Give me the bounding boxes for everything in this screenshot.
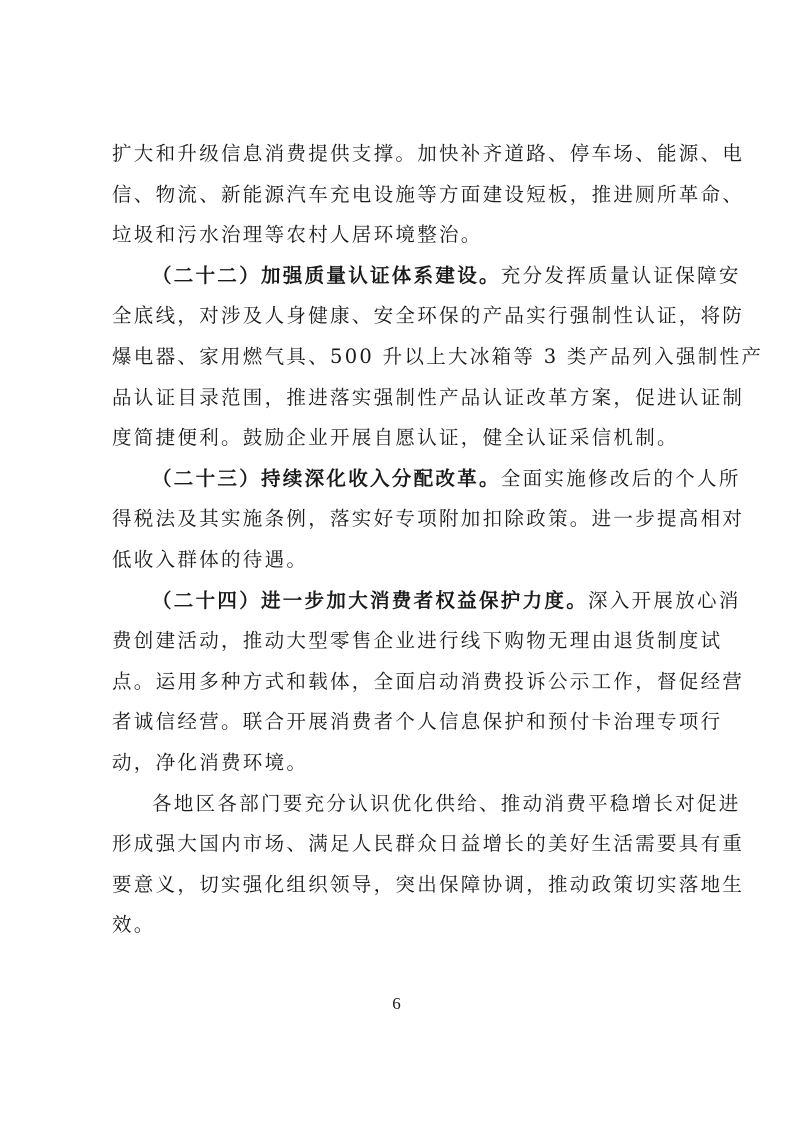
text-run: 深入开展放心消 xyxy=(588,588,741,612)
text-line: 低收入群体的待遇。 xyxy=(112,547,309,571)
text-run: 充分发挥质量认证保障安 xyxy=(500,263,741,287)
section-heading-22: （二十二）加强质量认证体系建设。 xyxy=(152,263,501,287)
text-line: 信、物流、新能源汽车充电设施等方面建设短板，推进厕所革命、 xyxy=(112,182,745,206)
text-line: 点。运用多种方式和载体，全面启动消费投诉公示工作，督促经营 xyxy=(112,669,745,693)
text-line: 费创建活动，推动大型零售企业进行线下购物无理由退货制度试 xyxy=(112,629,723,653)
text-line: 垃圾和污水治理等农村人居环境整治。 xyxy=(112,223,483,247)
text-run: 全面实施修改后的个人所 xyxy=(500,466,741,490)
document-body xyxy=(112,134,764,946)
text-line xyxy=(112,256,741,297)
text-line: 形成强大国内市场、满足人民群众日益增长的美好生活需要具有重 xyxy=(112,832,745,856)
paragraph-2 xyxy=(112,256,764,459)
text-line: 各地区各部门要充分认识优化供给、推动消费平稳增长对促进 xyxy=(152,791,741,815)
page-number: 6 xyxy=(392,994,401,1013)
paragraph-5 xyxy=(112,784,745,946)
text-line: 效。 xyxy=(112,913,156,937)
text-line: 得税法及其实施条例，落实好专项附加扣除政策。进一步提高相对 xyxy=(112,507,745,531)
paragraph-3 xyxy=(112,459,745,581)
text-line: 要意义，切实强化组织领导，突出保障协调，推动政策切实落地生 xyxy=(112,872,745,896)
text-line: 爆电器、家用燃气具、500 升以上大冰箱等 3 类产品列入强制性产 xyxy=(112,344,764,368)
text-line: 者诚信经营。联合开展消费者个人信息保护和预付卡治理专项行 xyxy=(112,710,723,734)
text-line: 动，净化消费环境。 xyxy=(112,750,309,774)
text-line: 扩大和升级信息消费提供支撑。加快补齐道路、停车场、能源、电 xyxy=(112,142,745,165)
text-line xyxy=(112,459,741,500)
text-line xyxy=(112,581,741,622)
text-line: 全底线，对涉及人身健康、安全环保的产品实行强制性认证，将防 xyxy=(112,304,745,328)
paragraph-4 xyxy=(112,581,745,784)
section-heading-24: （二十四）进一步加大消费者权益保护力度。 xyxy=(152,588,589,612)
section-heading-23: （二十三）持续深化收入分配改革。 xyxy=(152,466,501,490)
text-line: 品认证目录范围，推进落实强制性产品认证改革方案，促进认证制 xyxy=(112,385,745,409)
text-line: 度简捷便利。鼓励企业开展自愿认证，健全认证采信机制。 xyxy=(112,426,679,450)
paragraph-1 xyxy=(112,134,745,256)
